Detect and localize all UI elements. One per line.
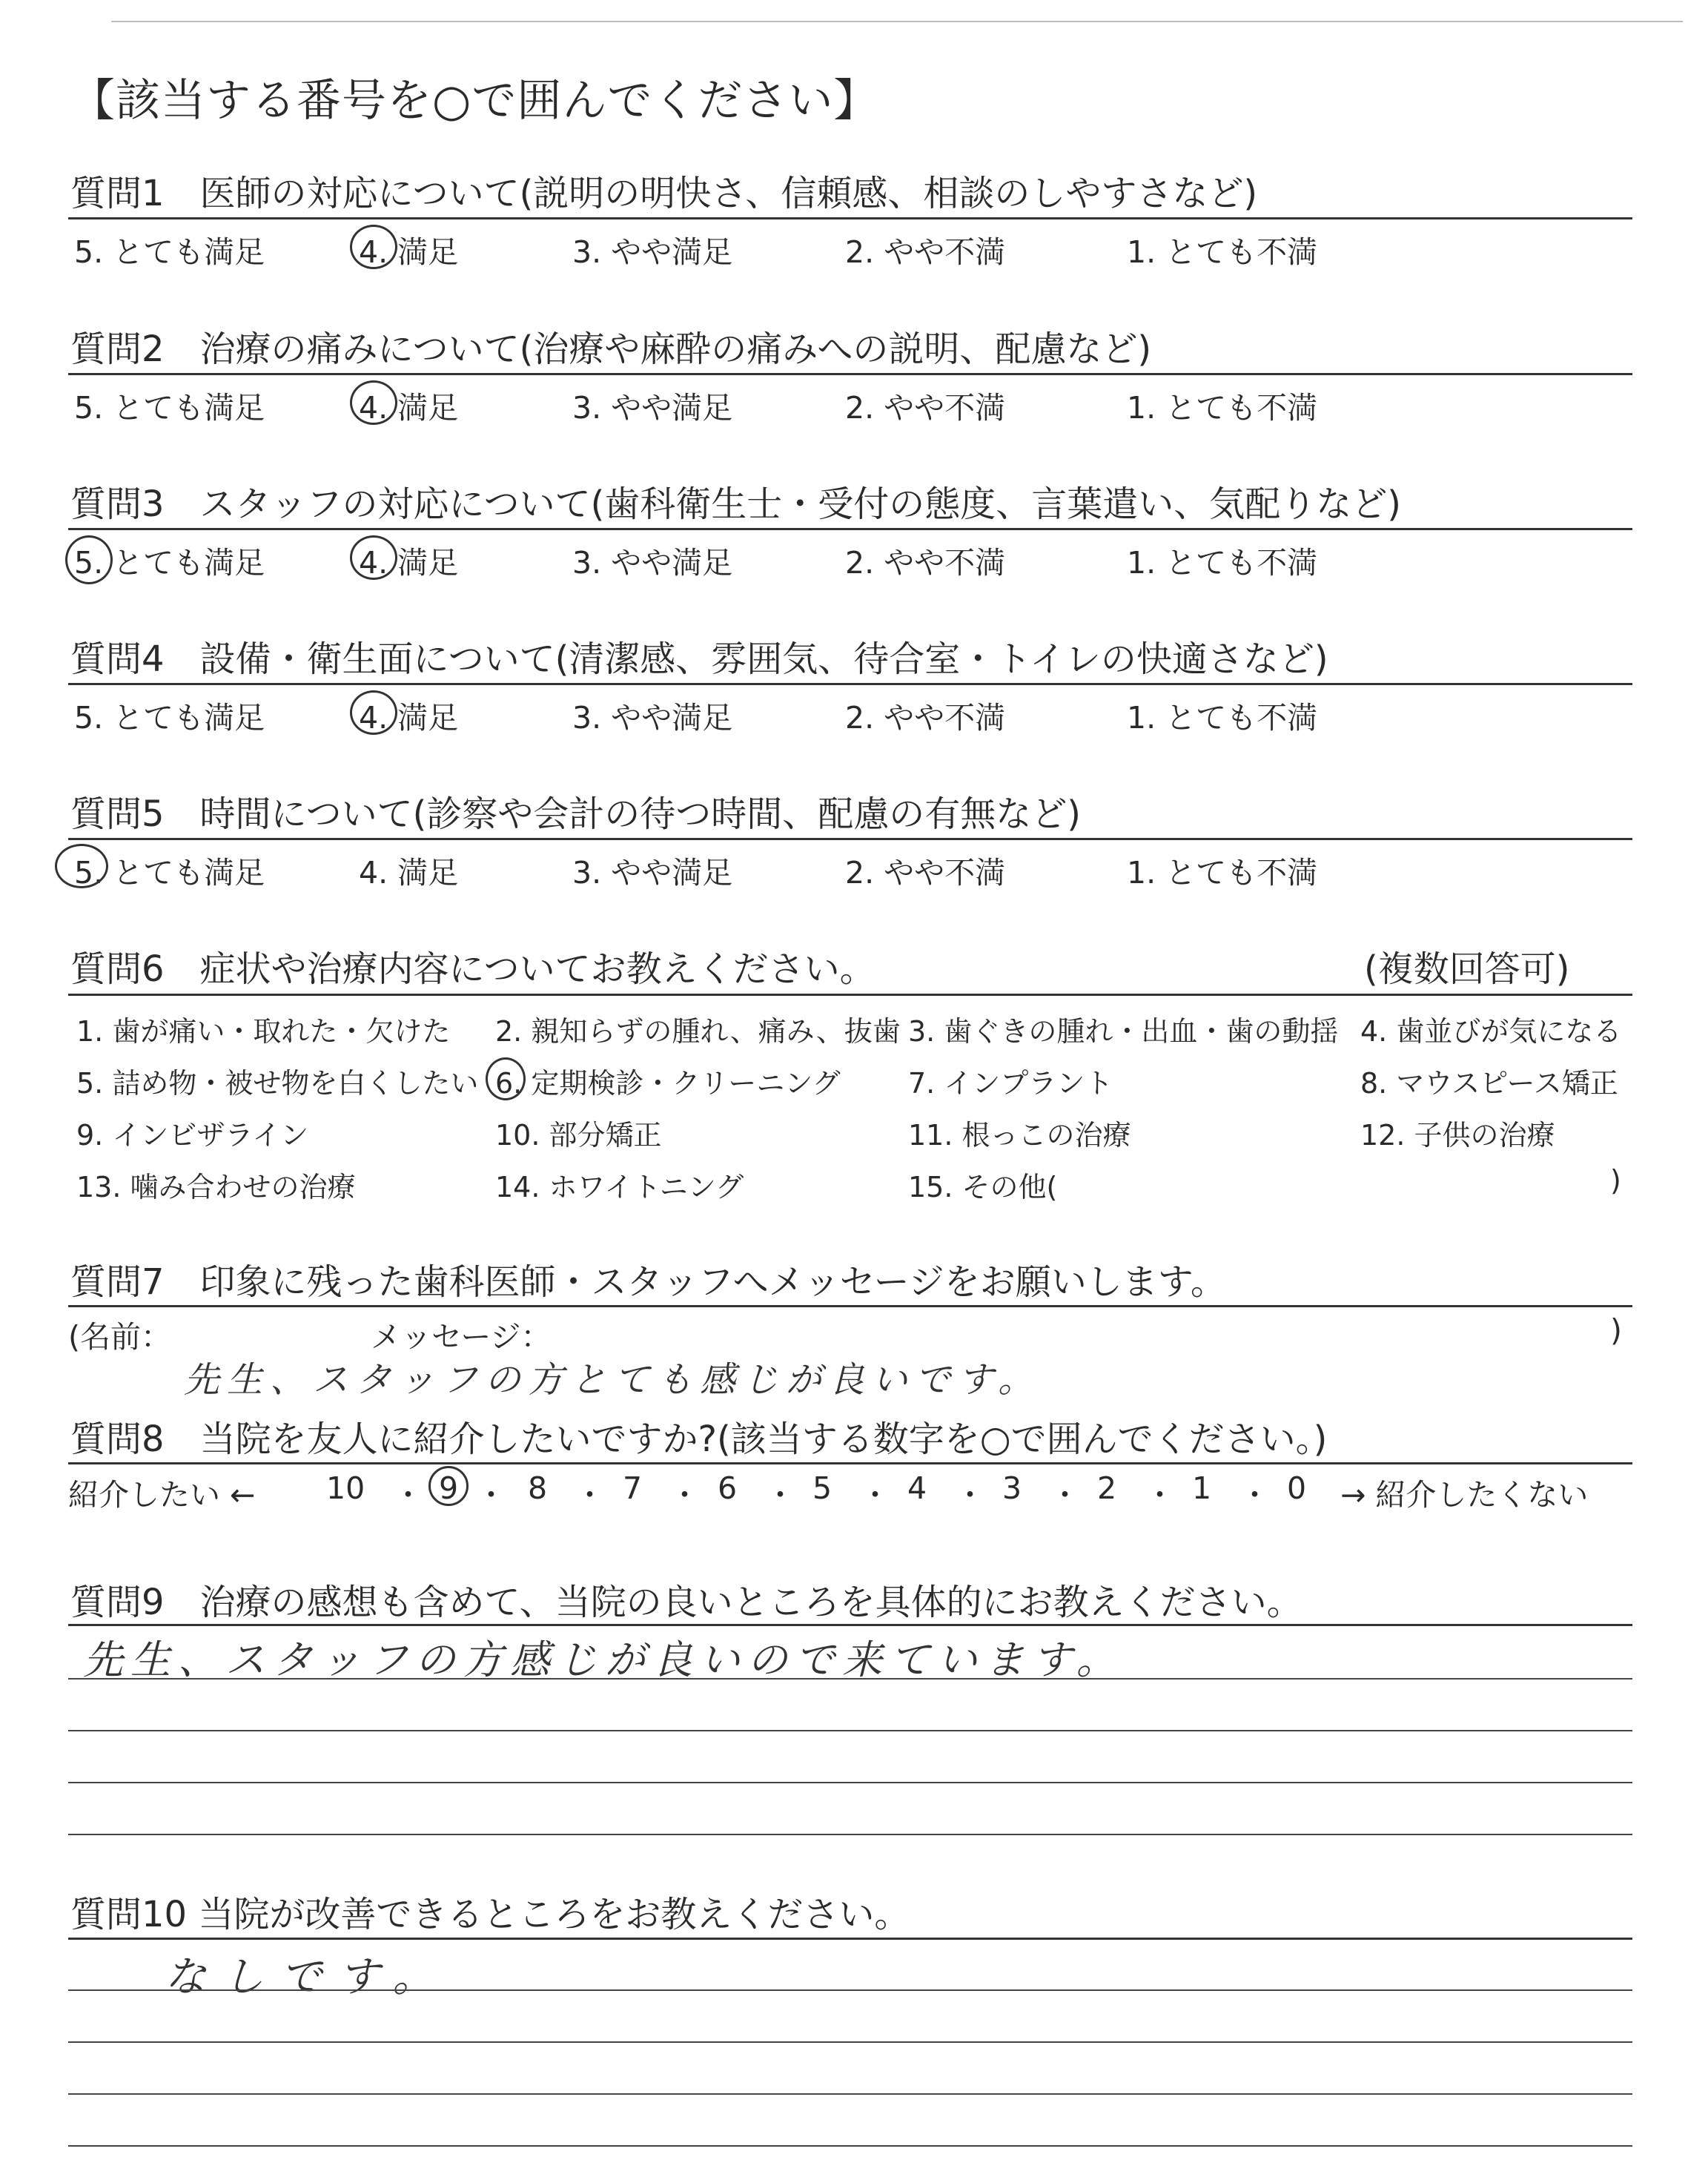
q8-right-label: → 紹介したくない (1340, 1477, 1589, 1513)
q1-option-2[interactable]: 2. やや不満 (845, 234, 1006, 270)
q6-option-3[interactable]: 3. 歯ぐきの腫れ・出血・歯の動揺 (908, 1015, 1339, 1048)
q8-score-5[interactable]: 5 (812, 1470, 833, 1506)
q6-option-13[interactable]: 13. 噛み合わせの治療 (76, 1171, 356, 1203)
q1-rule (68, 217, 1632, 219)
q1-option-5[interactable]: 5. とても満足 (74, 234, 265, 270)
q3-selection-circle-5 (65, 535, 113, 584)
q8-score-3[interactable]: 3 (1002, 1470, 1022, 1506)
q9-answer-line-1 (68, 1678, 1632, 1680)
q8-sep: ・ (1050, 1477, 1080, 1513)
q6-option-4[interactable]: 4. 歯並びが気になる (1360, 1015, 1622, 1048)
q8-sep: ・ (669, 1477, 700, 1513)
q8-sep: ・ (765, 1477, 795, 1513)
q9-answer-line-3 (68, 1782, 1632, 1783)
q7-rule (68, 1305, 1632, 1307)
q8-score-2[interactable]: 2 (1097, 1470, 1117, 1506)
q8-heading: 質問8 当院を友人に紹介したいですか?(該当する数字を○で囲んでください。) (70, 1418, 1328, 1460)
q3-option-3[interactable]: 3. やや満足 (572, 545, 733, 581)
q4-heading: 質問4 設備・衛生面について(清潔感、雰囲気、待合室・トイレの快適さなど) (70, 638, 1328, 680)
q6-option-14[interactable]: 14. ホワイトニング (495, 1171, 744, 1203)
q4-selection-circle (350, 690, 397, 735)
q4-option-4[interactable]: 4. 満足 (359, 700, 459, 736)
q5-option-5[interactable]: 5. とても満足 (74, 855, 265, 891)
q8-rule (68, 1462, 1632, 1464)
q8-sep: ・ (860, 1477, 890, 1513)
q10-rule (68, 1938, 1632, 1940)
q3-option-4[interactable]: 4. 満足 (359, 545, 459, 581)
q2-option-2[interactable]: 2. やや不満 (845, 390, 1006, 426)
q7-close-paren: ) (1610, 1312, 1622, 1348)
q3-option-1[interactable]: 1. とても不満 (1127, 545, 1318, 581)
q2-option-1[interactable]: 1. とても不満 (1127, 390, 1318, 426)
q6-option-10[interactable]: 10. 部分矯正 (495, 1119, 662, 1152)
q10-answer-line-3 (68, 2093, 1632, 2095)
q6-rule (68, 994, 1632, 996)
q10-answer-line-4 (68, 2145, 1632, 2147)
q1-heading: 質問1 医師の対応について(説明の明快さ、信頼感、相談のしやすさなど) (70, 173, 1258, 214)
q5-option-1[interactable]: 1. とても不満 (1127, 855, 1318, 891)
q3-selection-circle-4 (350, 535, 397, 580)
q8-sep: ・ (393, 1477, 423, 1513)
q7-message-label: メッセージ： (371, 1319, 552, 1355)
q7-handwritten-message: 先生、スタッフの方とても感じが良いです。 (184, 1359, 1042, 1401)
q2-heading: 質問2 治療の痛みについて(治療や麻酔の痛みへの説明、配慮など) (70, 328, 1152, 370)
q1-option-1[interactable]: 1. とても不満 (1127, 234, 1318, 270)
q5-option-2[interactable]: 2. やや不満 (845, 855, 1006, 891)
form-title: 【該当する番号を○で囲んでください】 (70, 75, 879, 127)
q5-option-4[interactable]: 4. 満足 (359, 855, 459, 891)
q10-heading: 質問10 当院が改善できるところをお教えください。 (70, 1894, 910, 1935)
q4-option-5[interactable]: 5. とても満足 (74, 700, 265, 736)
q10-answer-line-2 (68, 2041, 1632, 2043)
q6-option-6[interactable]: 6. 定期検診・クリーニング (495, 1067, 841, 1100)
q8-score-9[interactable]: 9 (439, 1470, 459, 1506)
q10-handwritten-answer: なしです。 (165, 1953, 451, 2001)
q4-rule (68, 683, 1632, 685)
q6-option-12[interactable]: 12. 子供の治療 (1360, 1119, 1555, 1152)
q9-answer-line-4 (68, 1834, 1632, 1835)
q6-option-7[interactable]: 7. インプラント (908, 1067, 1113, 1100)
q8-score-6[interactable]: 6 (718, 1470, 738, 1506)
q8-sep: ・ (955, 1477, 985, 1513)
scan-top-edge (111, 21, 1683, 22)
q3-rule (68, 528, 1632, 530)
q9-handwritten-answer: 先生、スタッフの方感じが良いので来ています。 (83, 1636, 1124, 1683)
q2-selection-circle (350, 380, 397, 425)
q9-heading: 質問9 治療の感想も含めて、当院の良いところを具体的にお教えください。 (70, 1582, 1302, 1623)
q8-score-0[interactable]: 0 (1287, 1470, 1307, 1506)
q8-sep: ・ (1239, 1477, 1270, 1513)
q6-note: (複数回答可) (1364, 948, 1570, 990)
q6-option-9[interactable]: 9. インビザライン (76, 1119, 309, 1152)
q6-option-11[interactable]: 11. 根っこの治療 (908, 1119, 1131, 1152)
q8-left-label: 紹介したい ← (68, 1477, 256, 1513)
q6-other-close-paren: ) (1610, 1164, 1621, 1197)
q9-rule (68, 1624, 1632, 1626)
q6-heading: 質問6 症状や治療内容についてお教えください。 (70, 948, 875, 990)
q8-selection-circle (428, 1466, 469, 1506)
q7-heading: 質問7 印象に残った歯科医師・スタッフへメッセージをお願いします。 (70, 1261, 1226, 1303)
q1-option-3[interactable]: 3. やや満足 (572, 234, 733, 270)
q10-answer-line-1 (68, 1989, 1632, 1991)
q9-answer-line-2 (68, 1730, 1632, 1731)
q6-option-1[interactable]: 1. 歯が痛い・取れた・欠けた (76, 1015, 451, 1048)
q2-option-5[interactable]: 5. とても満足 (74, 390, 265, 426)
q1-option-4[interactable]: 4. 満足 (359, 234, 459, 270)
q5-rule (68, 838, 1632, 840)
q8-sep: ・ (575, 1477, 605, 1513)
q8-sep: ・ (1145, 1477, 1175, 1513)
q8-score-1[interactable]: 1 (1192, 1470, 1212, 1506)
q5-heading: 質問5 時間について(診察や会計の待つ時間、配慮の有無など) (70, 793, 1082, 835)
q8-sep: ・ (476, 1477, 506, 1513)
q4-option-1[interactable]: 1. とても不満 (1127, 700, 1318, 736)
q2-rule (68, 373, 1632, 375)
q3-option-5[interactable]: 5. とても満足 (74, 545, 265, 581)
q4-option-3[interactable]: 3. やや満足 (572, 700, 733, 736)
q8-score-10[interactable]: 10 (326, 1470, 365, 1506)
q7-name-label: (名前： (68, 1319, 171, 1355)
q3-option-2[interactable]: 2. やや不満 (845, 545, 1006, 581)
q8-score-4[interactable]: 4 (907, 1470, 927, 1506)
q6-option-5[interactable]: 5. 詰め物・被せ物を白くしたい (76, 1067, 479, 1100)
q8-score-7[interactable]: 7 (623, 1470, 643, 1506)
q8-score-8[interactable]: 8 (528, 1470, 548, 1506)
q2-option-4[interactable]: 4. 満足 (359, 390, 459, 426)
q1-selection-circle (350, 225, 397, 269)
q6-option-8[interactable]: 8. マウスピース矯正 (1360, 1067, 1618, 1100)
q4-option-2[interactable]: 2. やや不満 (845, 700, 1006, 736)
q3-heading: 質問3 スタッフの対応について(歯科衛生士・受付の態度、言葉遣い、気配りなど) (70, 483, 1402, 525)
q5-option-3[interactable]: 3. やや満足 (572, 855, 733, 891)
q6-selection-circle (486, 1057, 526, 1100)
q2-option-3[interactable]: 3. やや満足 (572, 390, 733, 426)
q6-option-15[interactable]: 15. その他( (908, 1171, 1058, 1203)
q5-selection-circle (55, 844, 108, 888)
q6-option-2[interactable]: 2. 親知らずの腫れ、痛み、抜歯 (495, 1015, 901, 1048)
